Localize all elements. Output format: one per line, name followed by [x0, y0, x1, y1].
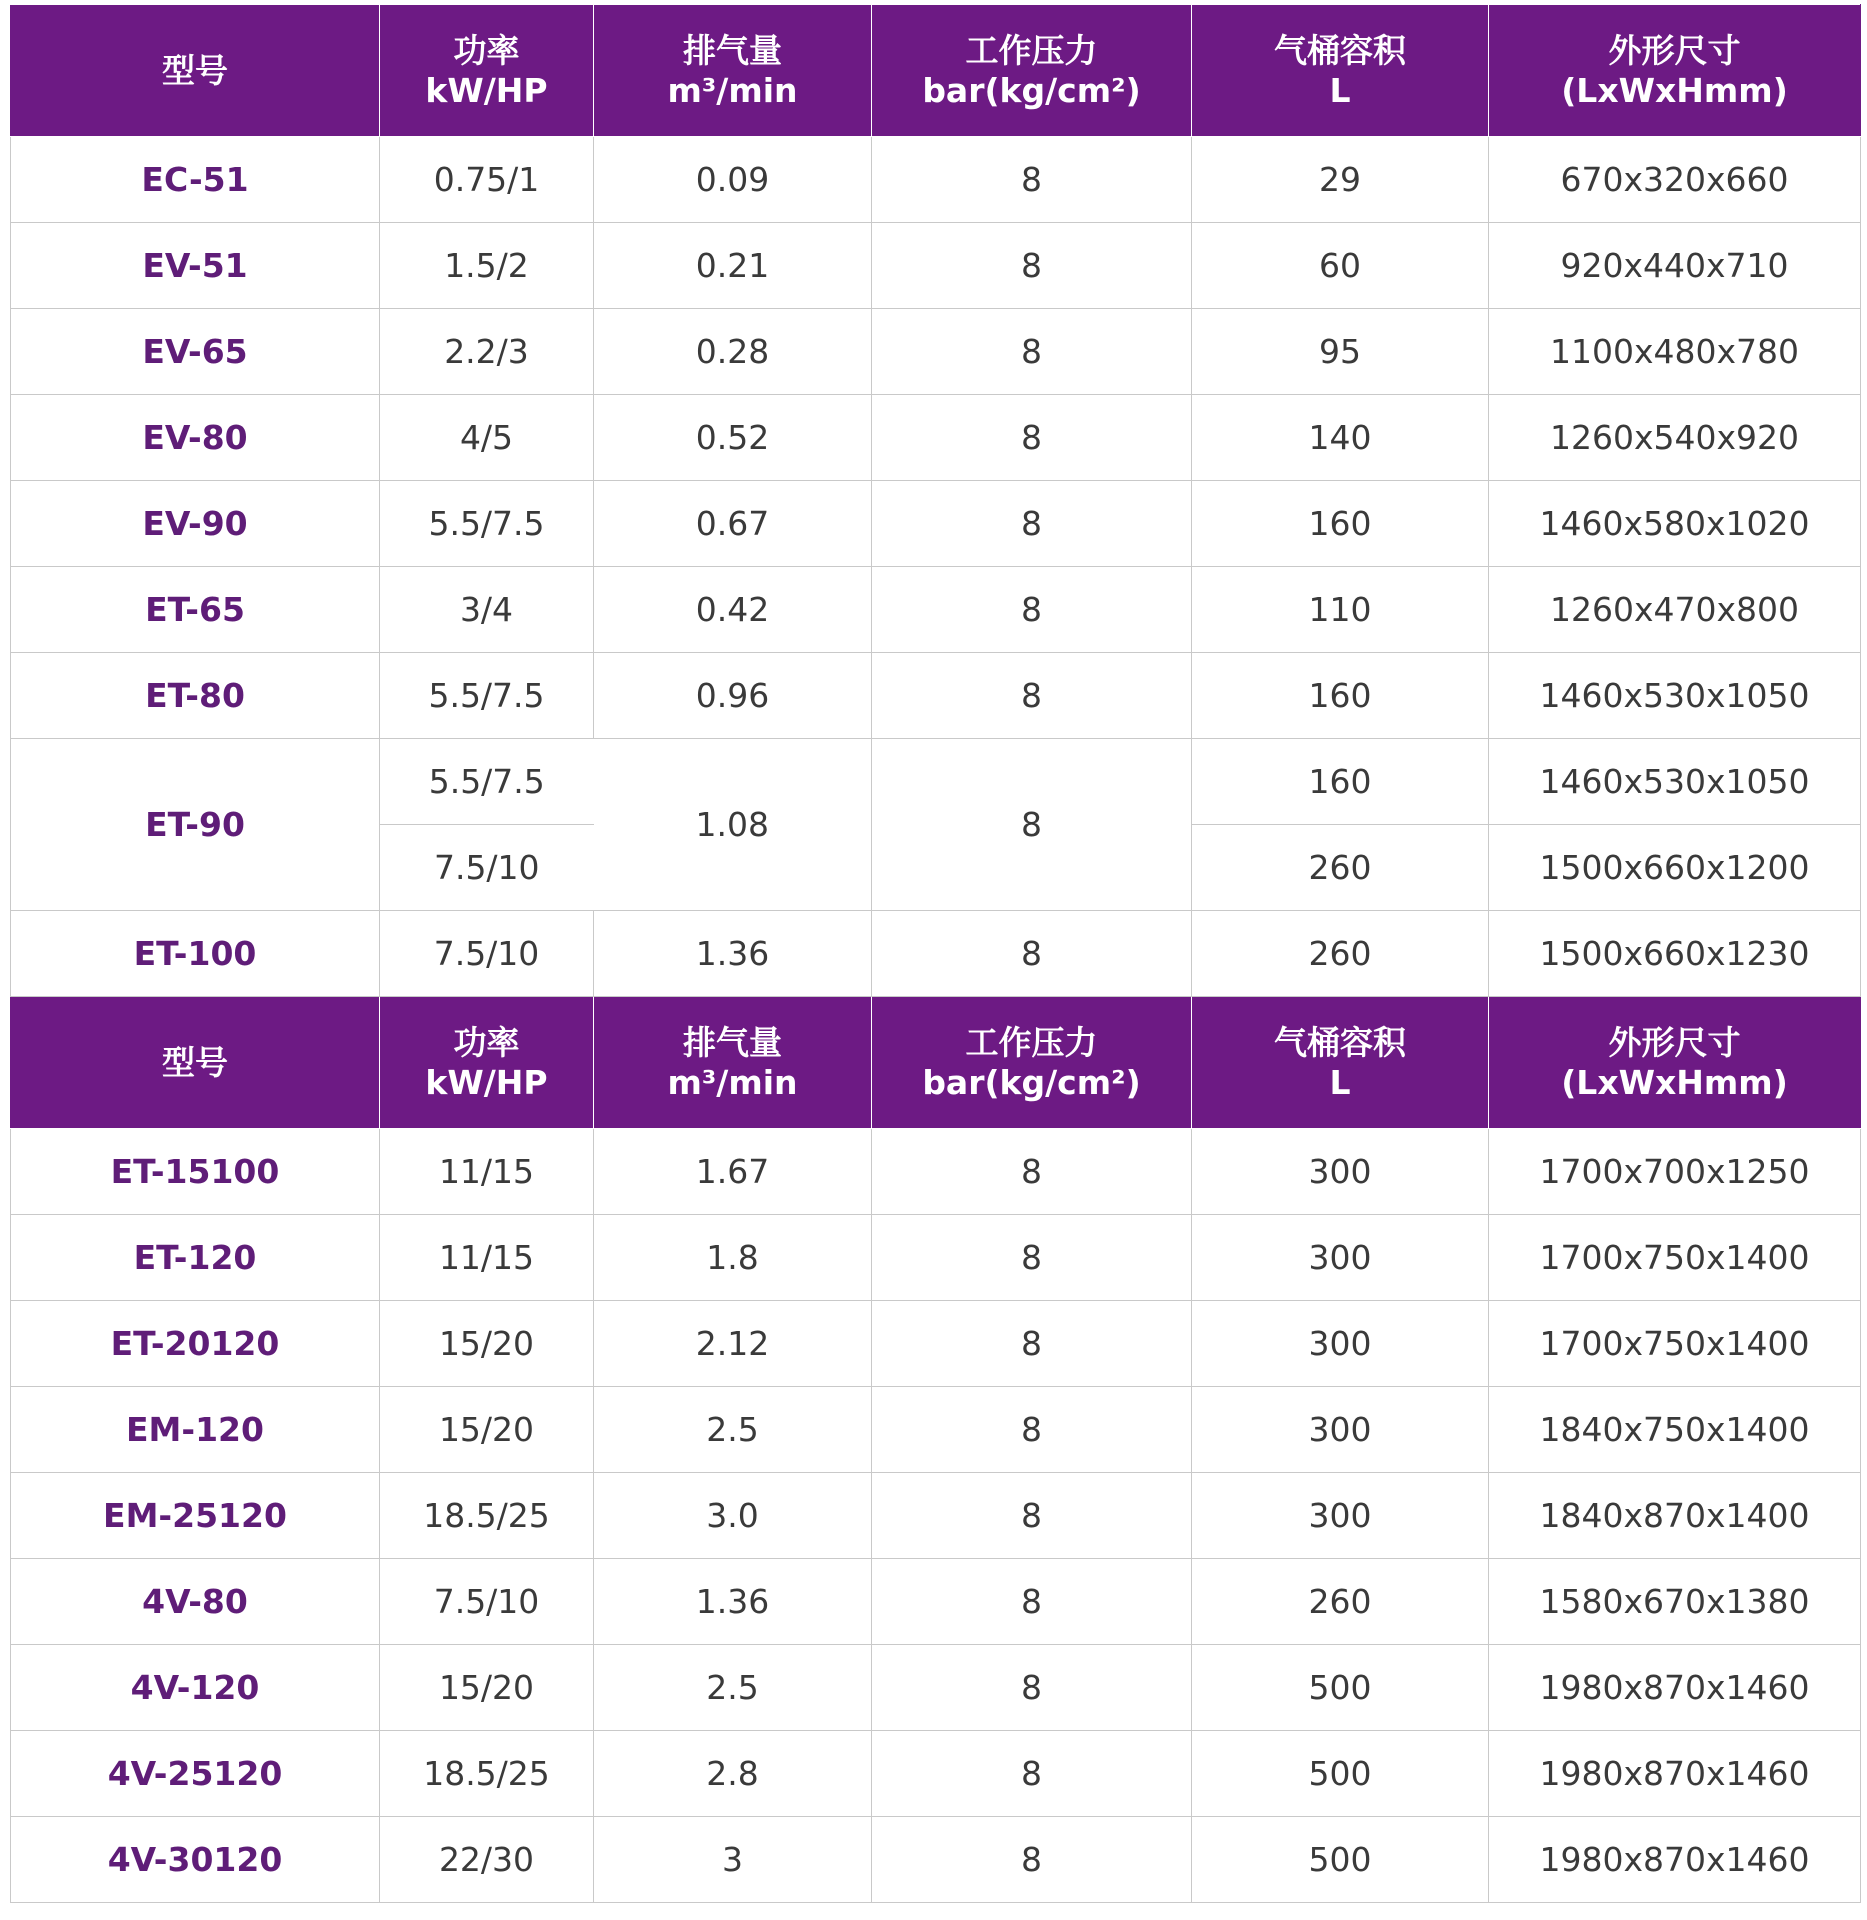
- model-cell: ET-15100: [11, 1129, 380, 1215]
- pressure-cell: 8: [872, 1301, 1192, 1387]
- table-row: [11, 309, 1861, 395]
- dimensions-cell: 1260x470x800: [1489, 567, 1861, 653]
- displacement-cell: 1.67: [594, 1129, 872, 1215]
- tank-cell: 160: [1192, 653, 1489, 739]
- power-cell: 11/15: [380, 1129, 594, 1215]
- pressure-cell: 8: [872, 1645, 1192, 1731]
- pressure-cell: 8: [872, 395, 1192, 481]
- table-row: [11, 1473, 1861, 1559]
- displacement-cell: 0.28: [594, 309, 872, 395]
- tank-cell: 500: [1192, 1645, 1489, 1731]
- header-model: 型号: [11, 997, 380, 1129]
- tank-cell: 60: [1192, 223, 1489, 309]
- tank-cell: 160: [1192, 739, 1489, 825]
- pressure-cell: 8: [872, 1473, 1192, 1559]
- displacement-cell: 0.42: [594, 567, 872, 653]
- table-row: [11, 653, 1861, 739]
- tank-cell: 95: [1192, 309, 1489, 395]
- displacement-cell: 1.8: [594, 1215, 872, 1301]
- pressure-cell: 8: [872, 223, 1192, 309]
- dimensions-cell: 1980x870x1460: [1489, 1645, 1861, 1731]
- displacement-cell: 0.96: [594, 653, 872, 739]
- pressure-cell: 8: [872, 481, 1192, 567]
- power-cell: 4/5: [380, 395, 594, 481]
- table-row: [11, 567, 1861, 653]
- displacement-cell: 3: [594, 1817, 872, 1903]
- power-cell: 15/20: [380, 1387, 594, 1473]
- power-cell: 22/30: [380, 1817, 594, 1903]
- model-cell: EM-25120: [11, 1473, 380, 1559]
- model-cell: 4V-80: [11, 1559, 380, 1645]
- pressure-cell: 8: [872, 567, 1192, 653]
- model-cell: ET-20120: [11, 1301, 380, 1387]
- power-cell: 0.75/1: [380, 137, 594, 223]
- power-cell: 5.5/7.5: [380, 481, 594, 567]
- displacement-cell: 1.08: [594, 739, 872, 911]
- header-tank: 气桶容积 L: [1192, 997, 1489, 1129]
- model-cell: EV-65: [11, 309, 380, 395]
- model-cell: 4V-120: [11, 1645, 380, 1731]
- header-displacement: 排气量 m³/min: [594, 997, 872, 1129]
- pressure-cell: 8: [872, 1129, 1192, 1215]
- tank-cell: 29: [1192, 137, 1489, 223]
- tank-cell: 300: [1192, 1387, 1489, 1473]
- tank-cell: 140: [1192, 395, 1489, 481]
- header-row: [11, 5, 1861, 137]
- header-model: 型号: [11, 5, 380, 137]
- dimensions-cell: 1700x750x1400: [1489, 1215, 1861, 1301]
- model-cell: EV-80: [11, 395, 380, 481]
- tank-cell: 300: [1192, 1473, 1489, 1559]
- header-dimensions: 外形尺寸 (LxWxHmm): [1489, 997, 1861, 1129]
- model-cell: EM-120: [11, 1387, 380, 1473]
- pressure-cell: 8: [872, 1817, 1192, 1903]
- displacement-cell: 1.36: [594, 911, 872, 997]
- table-row: [11, 395, 1861, 481]
- displacement-cell: 2.12: [594, 1301, 872, 1387]
- pressure-cell: 8: [872, 1731, 1192, 1817]
- displacement-cell: 0.21: [594, 223, 872, 309]
- dimensions-cell: 1460x530x1050: [1489, 653, 1861, 739]
- header-pressure: 工作压力 bar(kg/cm²): [872, 997, 1192, 1129]
- spec-table: [10, 4, 1861, 1903]
- power-cell: 7.5/10: [380, 911, 594, 997]
- header-displacement: 排气量 m³/min: [594, 5, 872, 137]
- tank-cell: 260: [1192, 911, 1489, 997]
- dimensions-cell: 1980x870x1460: [1489, 1817, 1861, 1903]
- pressure-cell: 8: [872, 137, 1192, 223]
- power-cell: 1.5/2: [380, 223, 594, 309]
- table-row: [11, 1215, 1861, 1301]
- table-row: [11, 911, 1861, 997]
- model-cell: EV-90: [11, 481, 380, 567]
- dimensions-cell: 1840x870x1400: [1489, 1473, 1861, 1559]
- dimensions-cell: 1460x580x1020: [1489, 481, 1861, 567]
- tank-cell: 300: [1192, 1129, 1489, 1215]
- power-cell: 7.5/10: [380, 825, 594, 911]
- header-dimensions: 外形尺寸 (LxWxHmm): [1489, 5, 1861, 137]
- header-tank: 气桶容积 L: [1192, 5, 1489, 137]
- pressure-cell: 8: [872, 1387, 1192, 1473]
- power-cell: 11/15: [380, 1215, 594, 1301]
- power-cell: 7.5/10: [380, 1559, 594, 1645]
- table-row: [11, 1645, 1861, 1731]
- tank-cell: 300: [1192, 1301, 1489, 1387]
- power-cell: 2.2/3: [380, 309, 594, 395]
- dimensions-cell: 1700x750x1400: [1489, 1301, 1861, 1387]
- model-cell: EV-51: [11, 223, 380, 309]
- model-cell: 4V-25120: [11, 1731, 380, 1817]
- tank-cell: 260: [1192, 1559, 1489, 1645]
- tank-cell: 110: [1192, 567, 1489, 653]
- pressure-cell: 8: [872, 1559, 1192, 1645]
- model-cell: ET-80: [11, 653, 380, 739]
- dimensions-cell: 1500x660x1200: [1489, 825, 1861, 911]
- pressure-cell: 8: [872, 653, 1192, 739]
- power-cell: 15/20: [380, 1301, 594, 1387]
- table-row: [11, 223, 1861, 309]
- tank-cell: 300: [1192, 1215, 1489, 1301]
- dimensions-cell: 1500x660x1230: [1489, 911, 1861, 997]
- dimensions-cell: 1980x870x1460: [1489, 1731, 1861, 1817]
- displacement-cell: 3.0: [594, 1473, 872, 1559]
- dimensions-cell: 1700x700x1250: [1489, 1129, 1861, 1215]
- model-cell: ET-90: [11, 739, 380, 911]
- pressure-cell: 8: [872, 739, 1192, 911]
- power-cell: 5.5/7.5: [380, 739, 594, 825]
- table-row: [11, 1129, 1861, 1215]
- model-cell: ET-65: [11, 567, 380, 653]
- displacement-cell: 2.8: [594, 1731, 872, 1817]
- table-row: [11, 137, 1861, 223]
- dimensions-cell: 1840x750x1400: [1489, 1387, 1861, 1473]
- displacement-cell: 0.09: [594, 137, 872, 223]
- tank-cell: 260: [1192, 825, 1489, 911]
- displacement-cell: 0.52: [594, 395, 872, 481]
- displacement-cell: 2.5: [594, 1387, 872, 1473]
- power-cell: 15/20: [380, 1645, 594, 1731]
- power-cell: 5.5/7.5: [380, 653, 594, 739]
- power-cell: 3/4: [380, 567, 594, 653]
- table-row: [11, 481, 1861, 567]
- table-row: [11, 739, 1861, 825]
- dimensions-cell: 1460x530x1050: [1489, 739, 1861, 825]
- tank-cell: 500: [1192, 1731, 1489, 1817]
- table-row: [11, 1731, 1861, 1817]
- table-row: [11, 1301, 1861, 1387]
- power-cell: 18.5/25: [380, 1473, 594, 1559]
- header-power: 功率 kW/HP: [380, 5, 594, 137]
- table-row: [11, 1387, 1861, 1473]
- header-power: 功率 kW/HP: [380, 997, 594, 1129]
- tank-cell: 160: [1192, 481, 1489, 567]
- dimensions-cell: 920x440x710: [1489, 223, 1861, 309]
- table-row: [11, 1817, 1861, 1903]
- pressure-cell: 8: [872, 911, 1192, 997]
- tank-cell: 500: [1192, 1817, 1489, 1903]
- model-cell: ET-100: [11, 911, 380, 997]
- dimensions-cell: 1100x480x780: [1489, 309, 1861, 395]
- displacement-cell: 2.5: [594, 1645, 872, 1731]
- table-row: [11, 1559, 1861, 1645]
- displacement-cell: 1.36: [594, 1559, 872, 1645]
- model-cell: ET-120: [11, 1215, 380, 1301]
- header-row: [11, 997, 1861, 1129]
- dimensions-cell: 670x320x660: [1489, 137, 1861, 223]
- displacement-cell: 0.67: [594, 481, 872, 567]
- model-cell: 4V-30120: [11, 1817, 380, 1903]
- model-cell: EC-51: [11, 137, 380, 223]
- pressure-cell: 8: [872, 1215, 1192, 1301]
- header-pressure: 工作压力 bar(kg/cm²): [872, 5, 1192, 137]
- power-cell: 18.5/25: [380, 1731, 594, 1817]
- dimensions-cell: 1580x670x1380: [1489, 1559, 1861, 1645]
- pressure-cell: 8: [872, 309, 1192, 395]
- dimensions-cell: 1260x540x920: [1489, 395, 1861, 481]
